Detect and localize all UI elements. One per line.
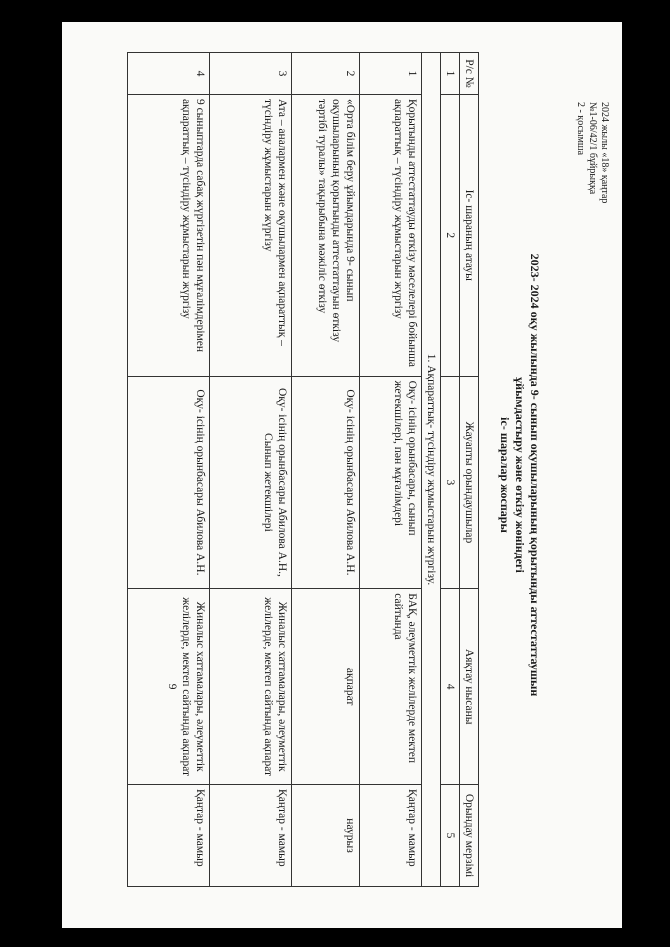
- column-number-row: [441, 53, 460, 887]
- table-row: [360, 53, 422, 887]
- header-number: Р/с №: [460, 53, 479, 95]
- row-event-name: Қорытынды аттестаттауды өткізу мәселелері бойынша ақпараттық – түсіндіру жұмыстарын жүргізу: [360, 94, 422, 376]
- column-number: 2: [441, 94, 460, 376]
- row-number: 1: [360, 53, 422, 95]
- row-deadline: Қаңтар - мамыр: [128, 785, 210, 887]
- header-deadline: Орындау мерзімі: [460, 785, 479, 887]
- table-row: [210, 53, 292, 887]
- approval-line-3: 2 - қосымша: [575, 102, 586, 156]
- title-line-3: іс- шаралар жоспары: [498, 417, 512, 533]
- row-completion-form: БАҚ, әлеуметтік желілерде мектеп сайтында: [360, 589, 422, 785]
- row-event-name: 9 сыныптарда сабақ жүргізетін пән мұғалімдерімен ақпараттық – түсіндіру жұмыстарын жүргізу: [128, 94, 210, 376]
- header-event-name: Іс- шараның атауы: [460, 94, 479, 376]
- section-row: [422, 53, 441, 887]
- title-line-2: ұйымдастыру және өткізу жөніндегі: [513, 377, 527, 573]
- document-page: [62, 22, 622, 928]
- header-completion-form: Аяқтау нысаны: [460, 589, 479, 785]
- approval-line-2: №1-06/42/1 бұйрыққа: [587, 102, 598, 195]
- title-line-1: 2023- 2024 оқу жылында 9- сынып оқушыларының қорытынды аттестаттаушын: [528, 253, 542, 697]
- column-number: 1: [441, 53, 460, 95]
- row-deadline: Қаңтар - мамыр: [360, 785, 422, 887]
- approval-note: [574, 102, 610, 203]
- table-header-row: [460, 53, 479, 887]
- row-completion-form: Жиналыс хаттамалары, әлеуметтік желілерде, мектеп сайтында ақпарат: [210, 589, 292, 785]
- table-row: [292, 53, 360, 887]
- row-responsible: Оқу- ісінің орынбасары Абилова А.Н.: [292, 376, 360, 589]
- row-responsible: Оқу- ісінің орынбасары Абилова А.Н., Сынып жетекшілері: [210, 376, 292, 589]
- row-number: 2: [292, 53, 360, 95]
- row-event-name: «Орта білім беру ұйымдарында 9- сынып оқушыларының қорытынды аттестаттауын өткізу тәртібі туралы» тақырыбына мәжіліс өткізу: [292, 94, 360, 376]
- column-number: 4: [441, 589, 460, 785]
- row-completion-form: ақпарат: [292, 589, 360, 785]
- section-title: 1. Ақпараттық- түсіндіру жұмыстарын жүргізу.: [422, 53, 441, 887]
- column-number: 5: [441, 785, 460, 887]
- table-row: [128, 53, 210, 887]
- header-responsible: Жауапты орындаушылар: [460, 376, 479, 589]
- rotated-content: [62, 22, 622, 928]
- plan-table: [127, 52, 479, 887]
- document-title: [497, 22, 542, 928]
- row-deadline: Қаңтар - мамыр: [210, 785, 292, 887]
- row-number: 4: [128, 53, 210, 95]
- row-completion-form: Жиналыс хаттамалары, әлеуметтік желілерде, мектеп сайтында ақпарат 9: [128, 589, 210, 785]
- row-number: 3: [210, 53, 292, 95]
- column-number: 3: [441, 376, 460, 589]
- row-deadline: наурыз: [292, 785, 360, 887]
- row-event-name: Ата – аналармен және оқушылармен ақпараттық – түсіндіру жұмыстарын жүргізу: [210, 94, 292, 376]
- row-responsible: Оқу- ісінің орынбасары, сынып жетекшілері, пән мұғалімдері: [360, 376, 422, 589]
- row-responsible: Оқу- ісінің орынбасары Абилова А.Н.: [128, 376, 210, 589]
- approval-line-1: 2024 жылы «18» қаңтар: [599, 102, 610, 204]
